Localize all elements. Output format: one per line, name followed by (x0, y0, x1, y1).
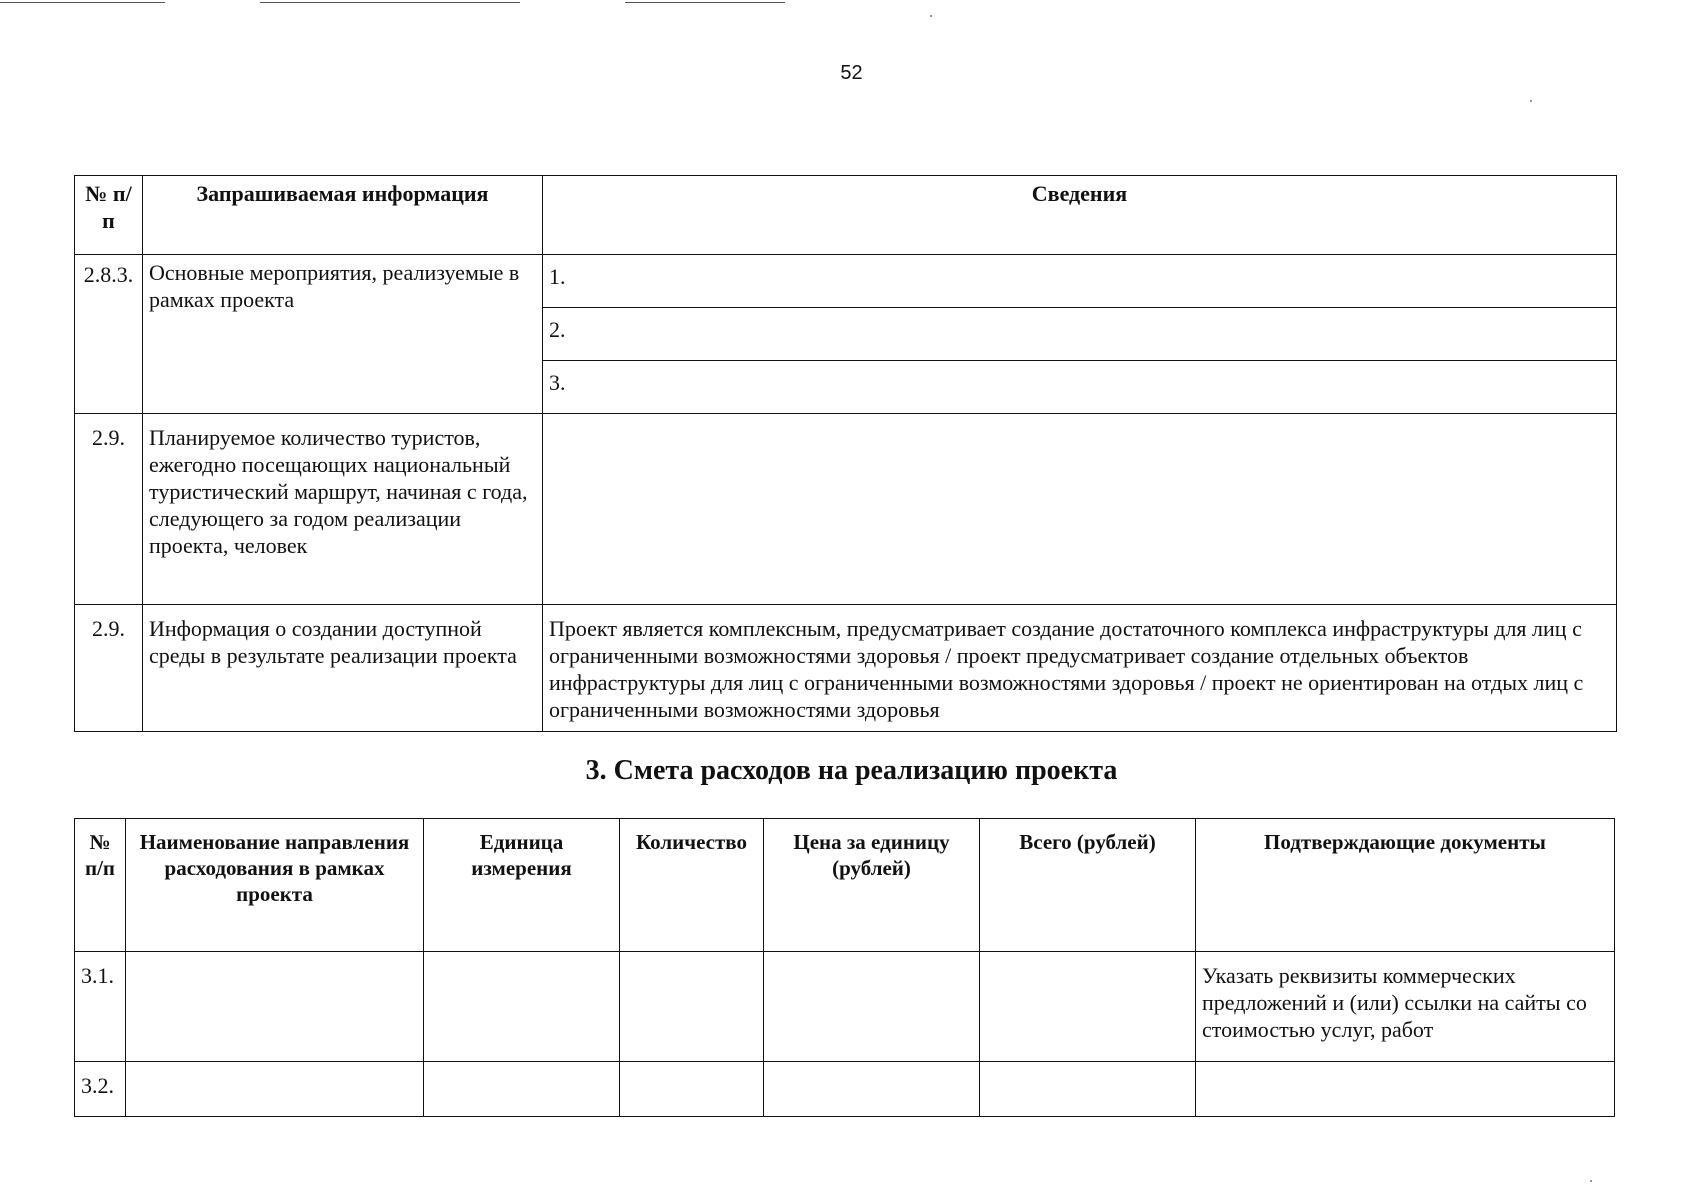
row-name (126, 952, 424, 1062)
header-unit: Единица измерения (424, 819, 620, 952)
budget-table (74, 818, 1615, 1117)
row-value: Проект является комплексным, предусматривает создание достаточного комплекса инфраструктуры для лиц с ограниченными возможностями здоровья / проект предусматривает создание отдельных объектов инфраструктуры для лиц с ограниченными возможностями здоровья / проект не ориентирован на отдых лиц с ограниченными возможностями здоровья (543, 605, 1617, 732)
table-row (75, 255, 1617, 308)
row-docs: Указать реквизиты коммерческих предложений и (или) ссылки на сайты со стоимостью услуг, работ (1196, 952, 1615, 1062)
row-value (543, 414, 1617, 605)
event-item: 3. (543, 361, 1617, 414)
event-item: 2. (543, 308, 1617, 361)
scan-speck (1590, 1180, 1592, 1182)
info-table (74, 175, 1617, 732)
header-docs: Подтверждающие документы (1196, 819, 1615, 952)
row-docs (1196, 1062, 1615, 1117)
header-info: Запрашиваемая информация (143, 176, 543, 255)
row-price (764, 1062, 980, 1117)
row-label: Основные мероприятия, реализуемые в рамках проекта (143, 255, 543, 414)
row-number: 3.1. (75, 952, 126, 1062)
scan-artifact-line (260, 2, 520, 3)
row-number: 2.8.3. (75, 255, 143, 414)
row-qty (620, 1062, 764, 1117)
table-row (75, 414, 1617, 605)
row-total (980, 952, 1196, 1062)
section-heading: 3. Смета расходов на реализацию проекта (585, 755, 1118, 786)
row-name (126, 1062, 424, 1117)
scan-artifact-line (0, 2, 165, 3)
row-label: Планируемое количество туристов, ежегодно посещающих национальный туристический маршрут, начиная с года, следующего за годом реализации проекта, человек (143, 414, 543, 605)
header-num: № п/п (75, 819, 126, 952)
header-qty: Количество (620, 819, 764, 952)
event-item: 1. (543, 255, 1617, 308)
scan-speck (930, 15, 932, 17)
table-row (75, 1062, 1615, 1117)
header-name: Наименование направления расходования в рамках проекта (126, 819, 424, 952)
row-number: 2.9. (75, 605, 143, 732)
budget-table-header (75, 819, 1615, 952)
header-details: Сведения (543, 176, 1617, 255)
table-row (75, 952, 1615, 1062)
page-number: 52 (840, 62, 863, 84)
row-label: Информация о создании доступной среды в результате реализации проекта (143, 605, 543, 732)
header-num: № п/п (75, 176, 143, 255)
table-row (75, 605, 1617, 732)
row-unit (424, 952, 620, 1062)
scan-artifact-line (625, 2, 785, 3)
row-qty (620, 952, 764, 1062)
info-table-header (75, 176, 1617, 255)
header-price: Цена за единицу (рублей) (764, 819, 980, 952)
row-number: 3.2. (75, 1062, 126, 1117)
row-price (764, 952, 980, 1062)
header-total: Всего (рублей) (980, 819, 1196, 952)
scan-speck (1530, 100, 1532, 102)
row-number: 2.9. (75, 414, 143, 605)
row-unit (424, 1062, 620, 1117)
row-total (980, 1062, 1196, 1117)
